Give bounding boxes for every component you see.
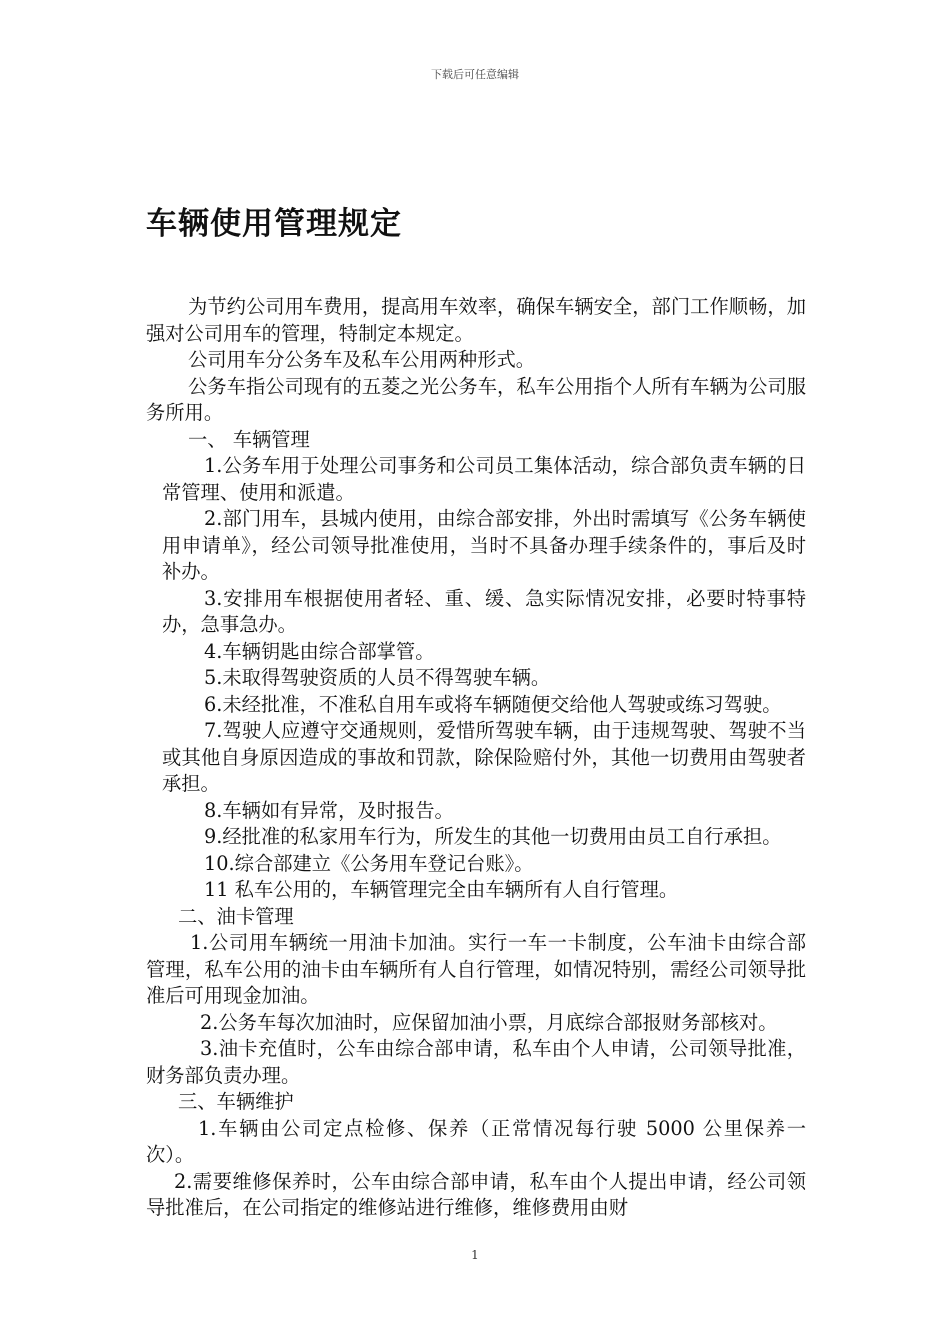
section2-item: 1.公司用车辆统一用油卡加油。实行一车一卡制度，公车油卡由综合部管理，私车公用的油卡由车辆所有人自行管理，如情况特别，需经公司领导批准后可用现金加油。	[146, 931, 806, 1007]
intro-paragraph: 公务车指公司现有的五菱之光公务车，私车公用指个人所有车辆为公司服务所用。	[146, 374, 806, 424]
intro-paragraph: 公司用车分公务车及私车公用两种形式。	[188, 348, 536, 371]
section-heading-vehicle-management: 一、 车辆管理	[188, 427, 310, 451]
document-title: 车辆使用管理规定	[146, 206, 402, 242]
section-heading-fuel-card: 二、油卡管理	[178, 904, 294, 928]
section2-item: 2.公务车每次加油时，应保留加油小票，月底综合部报财务部核对。	[200, 1010, 778, 1034]
section1-item: 2.部门用车，县城内使用，由综合部安排，外出时需填写《公务车辆使用申请单》，经公司领导批准使用，当时不具备办理手续条件的，事后及时补办。	[162, 507, 806, 583]
section1-item: 9.经批准的私家用车行为，所发生的其他一切费用由员工自行承担。	[204, 825, 782, 848]
section3-item: 2.需要维修保养时，公车由综合部申请，私车由个人提出申请，经公司领导批准后，在公司指定的维修站进行维修，维修费用由财	[146, 1169, 806, 1219]
section1-item: 8.车辆如有异常，及时报告。	[204, 798, 454, 822]
section1-item: 6.未经批准，不准私自用车或将车辆随便交给他人驾驶或练习驾驶。	[204, 692, 782, 716]
page-header: 下载后可任意编辑	[431, 68, 519, 81]
section1-item: 1.公务车用于处理公司事务和公司员工集体活动，综合部负责车辆的日常管理、使用和派遣。	[162, 454, 806, 504]
section1-item: 7.驾驶人应遵守交通规则，爱惜所驾驶车辆，由于违规驾驶、驾驶不当或其他自身原因造成的事故和罚款，除保险赔付外，其他一切费用由驾驶者承担。	[162, 719, 806, 795]
document-body	[146, 294, 806, 1222]
page-number: 1	[471, 1248, 479, 1262]
section1-item: 3.安排用车根据使用者轻、重、缓、急实际情况安排，必要时特事特办，急事急办。	[162, 586, 806, 636]
section-heading-maintenance: 三、车辆维护	[178, 1090, 294, 1113]
section2-item: 3.油卡充值时，公车由综合部申请，私车由个人申请，公司领导批准，财务部负责办理。	[146, 1037, 806, 1087]
section1-item: 4.车辆钥匙由综合部掌管。	[204, 639, 435, 663]
section1-item: 11 私车公用的，车辆管理完全由车辆所有人自行管理。	[204, 878, 679, 901]
intro-paragraph: 为节约公司用车费用，提高用车效率，确保车辆安全，部门工作顺畅，加强对公司用车的管理，特制定本规定。	[146, 295, 806, 345]
section1-item: 10.综合部建立《公务用车登记台账》。	[204, 851, 534, 875]
section1-item: 5.未取得驾驶资质的人员不得驾驶车辆。	[204, 666, 551, 689]
section3-item: 1.车辆由公司定点检修、保养（正常情况每行驶 5000 公里保养一次）。	[146, 1116, 806, 1166]
